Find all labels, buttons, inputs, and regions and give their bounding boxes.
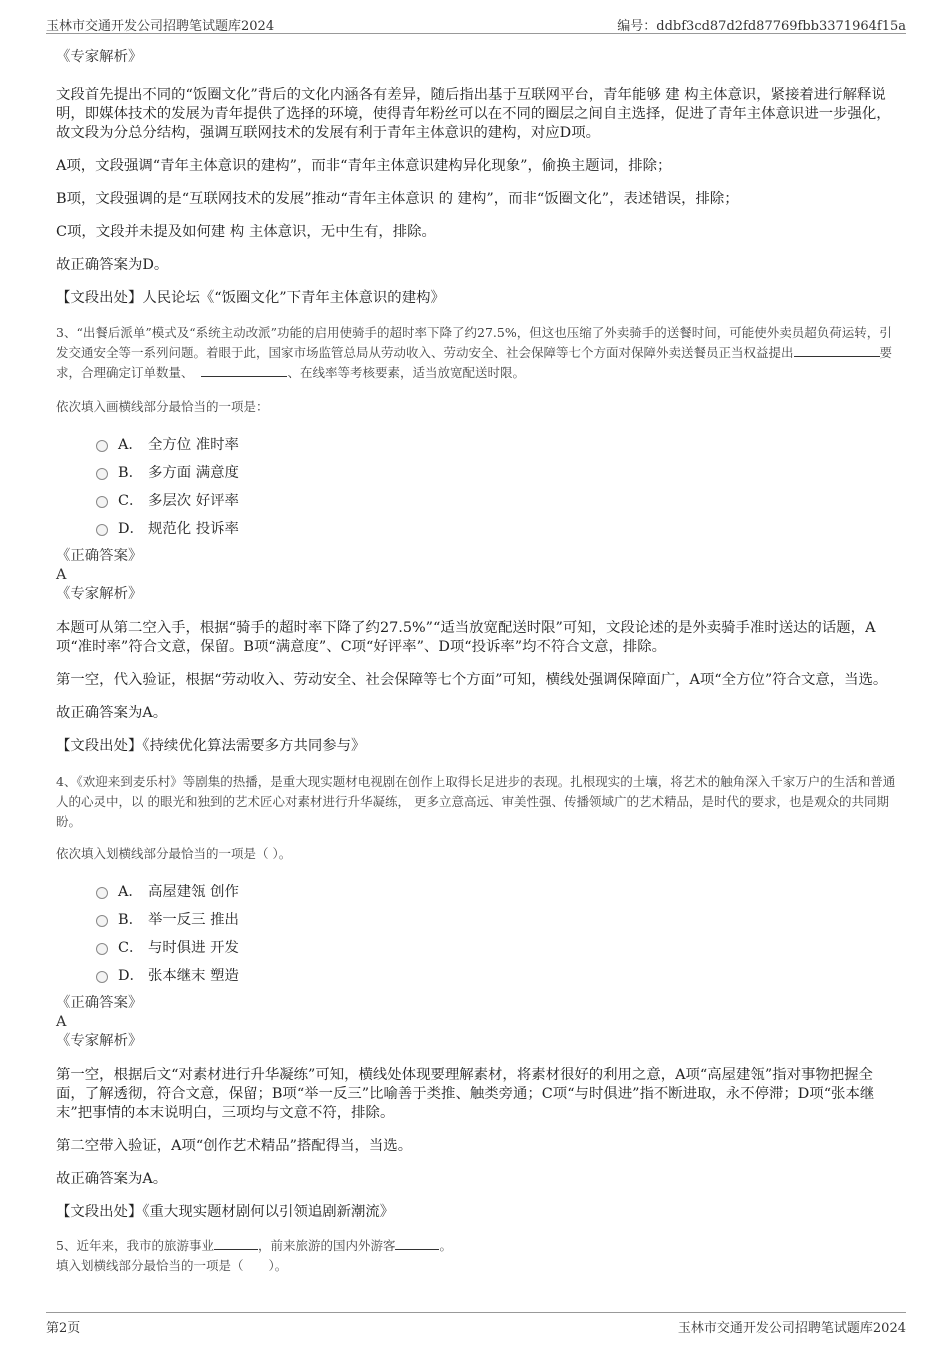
option-text: 高屋建瓴 创作 bbox=[148, 883, 239, 900]
header-code: 编号：ddbf3cd87d2fd87769fbb3371964f15a bbox=[617, 19, 906, 34]
question-stem-text: 。 bbox=[439, 1238, 452, 1253]
option-d[interactable] bbox=[96, 513, 896, 541]
page-number: 第2页 bbox=[46, 1321, 81, 1336]
correct-answer-label: 《正确答案》 bbox=[56, 548, 143, 564]
analysis-paragraph: 第一空，代入验证，根据“劳动收入、劳动安全、社会保障等七个方面”可知，横线处强调保障面广，A项“全方位”符合文意，当选。 bbox=[56, 672, 888, 688]
analysis-conclusion: 故正确答案为A。 bbox=[56, 1171, 168, 1187]
radio-icon[interactable] bbox=[96, 971, 108, 983]
option-list bbox=[56, 429, 896, 541]
question-stem: 4、《欢迎来到麦乐村》等剧集的热播，是重大现实题材电视剧在创作上取得长足进步的表现。扎根现实的土壤，将艺术的触角深入千家万户的生活和普通人的心灵中，以 的眼光和独到的艺术匠心对素材进行升华凝练， 更多立意高远、审美性强、传播领域广的艺术精品，是时代的要求，也是观众的共同期盼。 bbox=[56, 774, 896, 829]
source-citation: 【文段出处】《持续优化算法需要多方共同参与》 bbox=[56, 738, 366, 754]
fill-blank bbox=[201, 363, 287, 377]
correct-answer: A bbox=[56, 1014, 67, 1030]
question-stem bbox=[56, 1236, 896, 1256]
radio-icon[interactable] bbox=[96, 440, 108, 452]
option-letter: B． bbox=[118, 464, 143, 481]
option-letter: D． bbox=[118, 967, 144, 984]
correct-answer: A bbox=[56, 567, 67, 583]
page-content bbox=[56, 44, 896, 1276]
analysis-paragraph: B项，文段强调的是“互联网技术的发展”推动“青年主体意识 的 建构”，而非“饭圈文化”，表述错误，排除； bbox=[56, 191, 739, 207]
radio-icon[interactable] bbox=[96, 468, 108, 480]
question-stem-text: 3、“出餐后派单”模式及“系统主动改派”功能的启用使骑手的超时率下降了约27.5%，但这也压缩了外卖骑手的送餐时间，可能使外卖员超负荷运转，引发交通安全等一系列问题。着眼于此，国家市场监管总局从劳动收入、劳动安全、社会保障等七个方面对保障外卖送餐员正当权益提出 bbox=[56, 325, 892, 360]
option-a[interactable] bbox=[96, 876, 896, 904]
option-text: 与时俱进 开发 bbox=[148, 939, 239, 956]
source-citation: 【文段出处】《重大现实题材剧何以引领追剧新潮流》 bbox=[56, 1204, 395, 1220]
option-letter: C． bbox=[118, 939, 144, 956]
question-stem-text: ，前来旅游的国内外游客 bbox=[257, 1238, 396, 1253]
analysis-paragraph: 第二空带入验证，A项“创作艺术精品”搭配得当，当选。 bbox=[56, 1138, 413, 1154]
analysis-paragraph: 文段首先提出不同的“饭圈文化”背后的文化内涵各有差异，随后指出基于互联网平台，青年能够 建 构主体意识，紧接着进行解释说明，即媒体技术的发展为青年提供了选择的环境，使得青年粉丝可以在不同的圈层之间自主选择，促进了青年主体意识进一步强化，故文段为分总分结构，强调互联网技术的发展有利于青年主体意识的建构，对应D项。 bbox=[56, 87, 891, 141]
radio-icon[interactable] bbox=[96, 915, 108, 927]
analysis-conclusion: 故正确答案为A。 bbox=[56, 705, 168, 721]
option-text: 多方面 满意度 bbox=[148, 464, 239, 481]
question-stem-text: 、在线率等考核要素，适当放宽配送时限。 bbox=[287, 365, 525, 380]
option-list bbox=[56, 876, 896, 988]
source-citation: 【文段出处】人民论坛《“饭圈文化”下青年主体意识的建构》 bbox=[56, 290, 445, 306]
page-footer bbox=[46, 1312, 906, 1335]
option-c[interactable] bbox=[96, 485, 896, 513]
analysis-paragraph: 本题可从第二空入手，根据“骑手的超时率下降了约27.5%”“适当放宽配送时限”可知，文段论述的是外卖骑手准时送达的话题，A项“准时率”符合文意，保留。B项“满意度”、C项“好评率”、D项“投诉率”均不符合文意，排除。 bbox=[56, 620, 876, 655]
radio-icon[interactable] bbox=[96, 887, 108, 899]
option-letter: A． bbox=[118, 883, 143, 900]
option-c[interactable] bbox=[96, 932, 896, 960]
option-letter: B． bbox=[118, 911, 143, 928]
question-prompt: 依次填入划横线部分最恰当的一项是（ ）。 bbox=[56, 846, 292, 861]
question-stem-text: 5、近年来，我市的旅游事业 bbox=[56, 1238, 214, 1253]
option-text: 全方位 准时率 bbox=[148, 436, 239, 453]
option-b[interactable] bbox=[96, 904, 896, 932]
option-letter: A． bbox=[118, 436, 143, 453]
question-stem bbox=[56, 323, 896, 383]
fill-blank bbox=[214, 1237, 258, 1250]
expert-analysis-label: 《专家解析》 bbox=[56, 1033, 143, 1049]
question-prompt: 依次填入画横线部分最恰当的一项是： bbox=[56, 399, 269, 414]
option-text: 多层次 好评率 bbox=[148, 492, 239, 509]
option-a[interactable] bbox=[96, 429, 896, 457]
option-letter: C． bbox=[118, 492, 144, 509]
correct-answer-label: 《正确答案》 bbox=[56, 995, 143, 1011]
option-text: 张本继末 塑造 bbox=[148, 967, 239, 984]
option-b[interactable] bbox=[96, 457, 896, 485]
option-letter: D． bbox=[118, 520, 144, 537]
option-text: 举一反三 推出 bbox=[148, 911, 239, 928]
question-stem-text: 要求，合理确定订单数量、 bbox=[56, 345, 893, 380]
header-title: 玉林市交通开发公司招聘笔试题库2024 bbox=[46, 19, 275, 34]
fill-blank bbox=[794, 343, 880, 357]
radio-icon[interactable] bbox=[96, 496, 108, 508]
fill-blank bbox=[395, 1237, 439, 1250]
question-prompt: 填入划横线部分最恰当的一项是（ ）。 bbox=[56, 1258, 288, 1273]
option-d[interactable] bbox=[96, 960, 896, 988]
analysis-paragraph: C项，文段并未提及如何建 构 主体意识，无中生有，排除。 bbox=[56, 224, 436, 240]
radio-icon[interactable] bbox=[96, 524, 108, 536]
radio-icon[interactable] bbox=[96, 943, 108, 955]
expert-analysis-label: 《专家解析》 bbox=[56, 586, 143, 602]
analysis-conclusion: 故正确答案为D。 bbox=[56, 257, 169, 273]
analysis-paragraph: A项，文段强调“青年主体意识的建构”，而非“青年主体意识建构异化现象”，偷换主题词，排除； bbox=[56, 158, 672, 174]
footer-title: 玉林市交通开发公司招聘笔试题库2024 bbox=[677, 1321, 906, 1336]
option-text: 规范化 投诉率 bbox=[148, 520, 239, 537]
expert-analysis-label: 《专家解析》 bbox=[56, 49, 143, 65]
page-header bbox=[46, 13, 906, 34]
analysis-paragraph: 第一空，根据后文“对素材进行升华凝练”可知，横线处体现要理解素材，将素材很好的利用之意，A项“高屋建瓴”指对事物把握全面，了解透彻，符合文意，保留；B项“举一反三”比喻善于类推、触类旁通；C项“与时俱进”指不断进取，永不停滞；D项“张本继末”把事情的本末说明白，三项均与文意不符，排除。 bbox=[56, 1067, 875, 1121]
